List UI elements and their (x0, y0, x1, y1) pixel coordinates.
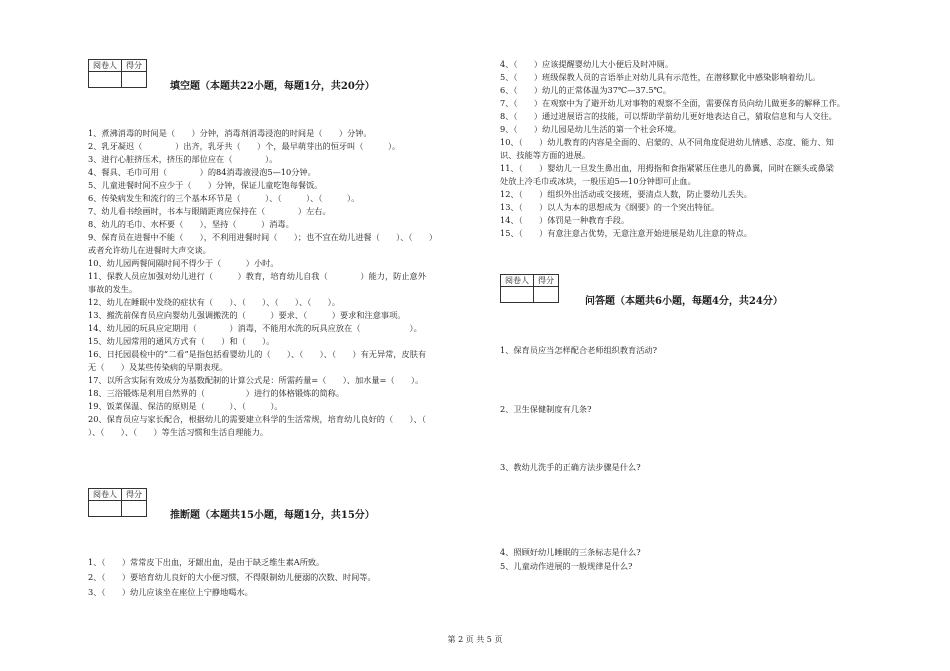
judge-line-1: 1、（ ）常常皮下出血，牙龈出血，是由于缺乏维生素A所致。 (88, 557, 325, 567)
score-cell (534, 287, 559, 303)
fill-line-2: 2、乳牙凝迟（ ）出齐，乳牙共（ ）个，最早萌芽出的恒牙叫（ ）。 (88, 141, 401, 151)
judge-line-3: 3、（ ）幼儿应该坐在座位上宁静地喝水。 (88, 587, 253, 597)
fill-line-17: 17、以所含实际有效成分为基数配制的计算公式是：所需药量=（ ）、加水量=（ ）。 (88, 375, 424, 385)
score-cell (122, 501, 147, 517)
judge-line-15: 15、（ ）有意注意占优势，无意注意开始进展是幼儿注意的特点。 (500, 228, 752, 238)
score-box-qa (500, 274, 559, 303)
score-label: 得分 (534, 275, 559, 287)
fill-line-8: 8、幼儿的毛巾、水杯要（ ），坚持（ ）消毒。 (88, 219, 294, 229)
reviewer-cell (89, 72, 122, 88)
qa-question-4: 4、照顾好幼儿睡眠的三条标志是什么? (500, 547, 641, 557)
reviewer-label: 阅卷人 (501, 275, 534, 287)
score-label: 得分 (122, 60, 147, 72)
fill-line-5: 5、儿童进餐时间不应少于（ ）分钟，保证儿童吃饱每餐饭。 (88, 180, 323, 190)
fill-line-16: 16、日托园晨检中的“二看”是指包括看婴幼儿的（ ）、（ ）、（ ）有无异常，皮肤有 (88, 349, 427, 359)
fill-line-11b: 事故的发生。 (88, 284, 138, 294)
fill-line-9b: 或者允许幼儿在进餐时大声交谈。 (88, 245, 211, 255)
score-box-fill (88, 59, 147, 88)
fill-line-20: 20、保育员应与家长配合，根据幼儿的需要建立科学的生活常规，培育幼儿良好的（ ）、（ (88, 414, 426, 424)
fill-line-16b: 无（ ）及某些传染病的早期表现。 (88, 362, 228, 372)
fill-line-10: 10、幼儿园两餐间隔时间不得少于（ ）小时。 (88, 258, 279, 268)
fill-line-1: 1、煮沸消毒的时间是（ ）分钟，消毒剂消毒浸泡的时间是（ ）分钟。 (88, 128, 372, 138)
judge-title: 推断题（本题共15小题，每题1分，共15分） (170, 510, 375, 521)
qa-question-3: 3、教幼儿洗手的正确方法步骤是什么? (500, 462, 641, 472)
reviewer-cell (501, 287, 534, 303)
fill-line-11: 11、保教人员应加强对幼儿进行（ ）教育，培育幼儿自我（ ）能力，防止意外 (88, 271, 426, 281)
score-label: 得分 (122, 489, 147, 501)
fill-line-13: 13、搬洗前保育员应向婴幼儿强调搬洗的（ ）要求、（ ）要求和注意事项。 (88, 310, 406, 320)
judge-line-12: 12、（ ）组织外出活动或交接班，要清点人数，防止婴幼儿丢失。 (500, 189, 752, 199)
judge-line-4: 4、（ ）应该提醒婴幼儿大小便后及时冲厕。 (500, 59, 674, 69)
fill-line-14: 14、幼儿园的玩具应定期用（ ）消毒，不能用水洗的玩具应放在（ ）。 (88, 323, 422, 333)
judge-line-5: 5、（ ）班级保教人员的言语举止对幼儿具有示范性，在潜移默化中感染影响着幼儿。 (500, 72, 821, 82)
fill-line-12: 12、幼儿在睡眠中发绕的症状有（ ）、（ ）、（ ）、（ ）。 (88, 297, 340, 307)
score-box-judge (88, 488, 147, 517)
fill-line-4: 4、餐具、毛巾可用（ ）的84消毒液浸泡5—10分钟。 (88, 167, 316, 177)
reviewer-cell (89, 501, 122, 517)
judge-line-11: 11、（ ）婴幼儿一旦发生鼻出血，用拇指和食指紧紧压住患儿的鼻翼，同时在额头或鼻梁 (500, 163, 834, 173)
fill-line-15: 15、幼儿园常用的通风方式有（ ）和（ ）。 (88, 336, 275, 346)
judge-line-10b: 识、技能等方面的进展。 (500, 150, 591, 160)
qa-question-5: 5、儿童动作进展的一般规律是什么? (500, 561, 633, 571)
judge-line-8: 8、（ ）通过进展语言的技能，可以帮助学前幼儿更好地表达自己，猜取信息和与人交往。 (500, 111, 837, 121)
fill-line-6: 6、传染病发生和流行的三个基本环节是（ ）、（ ）、（ ）。 (88, 193, 360, 203)
judge-line-10: 10、（ ）幼儿教育的内容是全面的、启蒙的、从不同角度促进幼儿情感、态度、能力、知 (500, 137, 834, 147)
judge-line-2: 2、（ ）要培育幼儿良好的大小便习惯，不得限制幼儿便溺的次数、时间等。 (88, 572, 376, 582)
fill-line-9: 9、保育员在进餐中不能（ ），不利用进餐时间（ ）；也不宜在幼儿进餐（ ）、（ ） (88, 232, 438, 242)
fill-blank-title: 填空题（本题共22小题，每题1分，共20分） (170, 81, 375, 92)
reviewer-label: 阅卷人 (89, 489, 122, 501)
page-footer: 第 2 页 共 5 页 (447, 635, 503, 644)
reviewer-label: 阅卷人 (89, 60, 122, 72)
judge-line-9: 9、（ ）幼儿园是幼儿生活的第一个社会环境。 (500, 124, 682, 134)
score-cell (122, 72, 147, 88)
fill-line-18: 18、三浴锻炼是利用自然界的（ ）进行的体格锻炼的简称。 (88, 388, 345, 398)
fill-line-20b: ）、（ ）、（ ）等生活习惯和生活自理能力。 (88, 427, 269, 437)
fill-line-19: 19、饭菜保温、保洁的原则是（ ）、（ ）。 (88, 401, 283, 411)
judge-line-6: 6、（ ）幼儿的正常体温为37℃—37.5℃。 (500, 85, 671, 95)
judge-line-14: 14、（ ）体罚是一种教育手段。 (500, 215, 630, 225)
fill-line-3: 3、进行心脏挤压术，挤压的部位应在（ ）。 (88, 154, 278, 164)
qa-question-2: 2、卫生保健制度有几条? (500, 404, 592, 414)
judge-line-7: 7、（ ）在观察中为了避开幼儿对事物的观察不全面，需要保育员向幼儿做更多的解释工作。 (500, 98, 845, 108)
qa-title: 问答题（本题共6小题，每题4分，共24分） (585, 296, 783, 307)
judge-line-11b: 处放上冷毛巾或冰块，一般压迫5—10分钟即可止血。 (500, 176, 696, 186)
qa-question-1: 1、保育员应当怎样配合老师组织教育活动? (500, 345, 657, 355)
fill-line-7: 7、幼儿看书绘画时，书本与眼睛距离应保持在（ ）左右。 (88, 206, 331, 216)
judge-line-13: 13、（ ）以人为本的思想成为《纲要》的一个突出特征。 (500, 202, 720, 212)
